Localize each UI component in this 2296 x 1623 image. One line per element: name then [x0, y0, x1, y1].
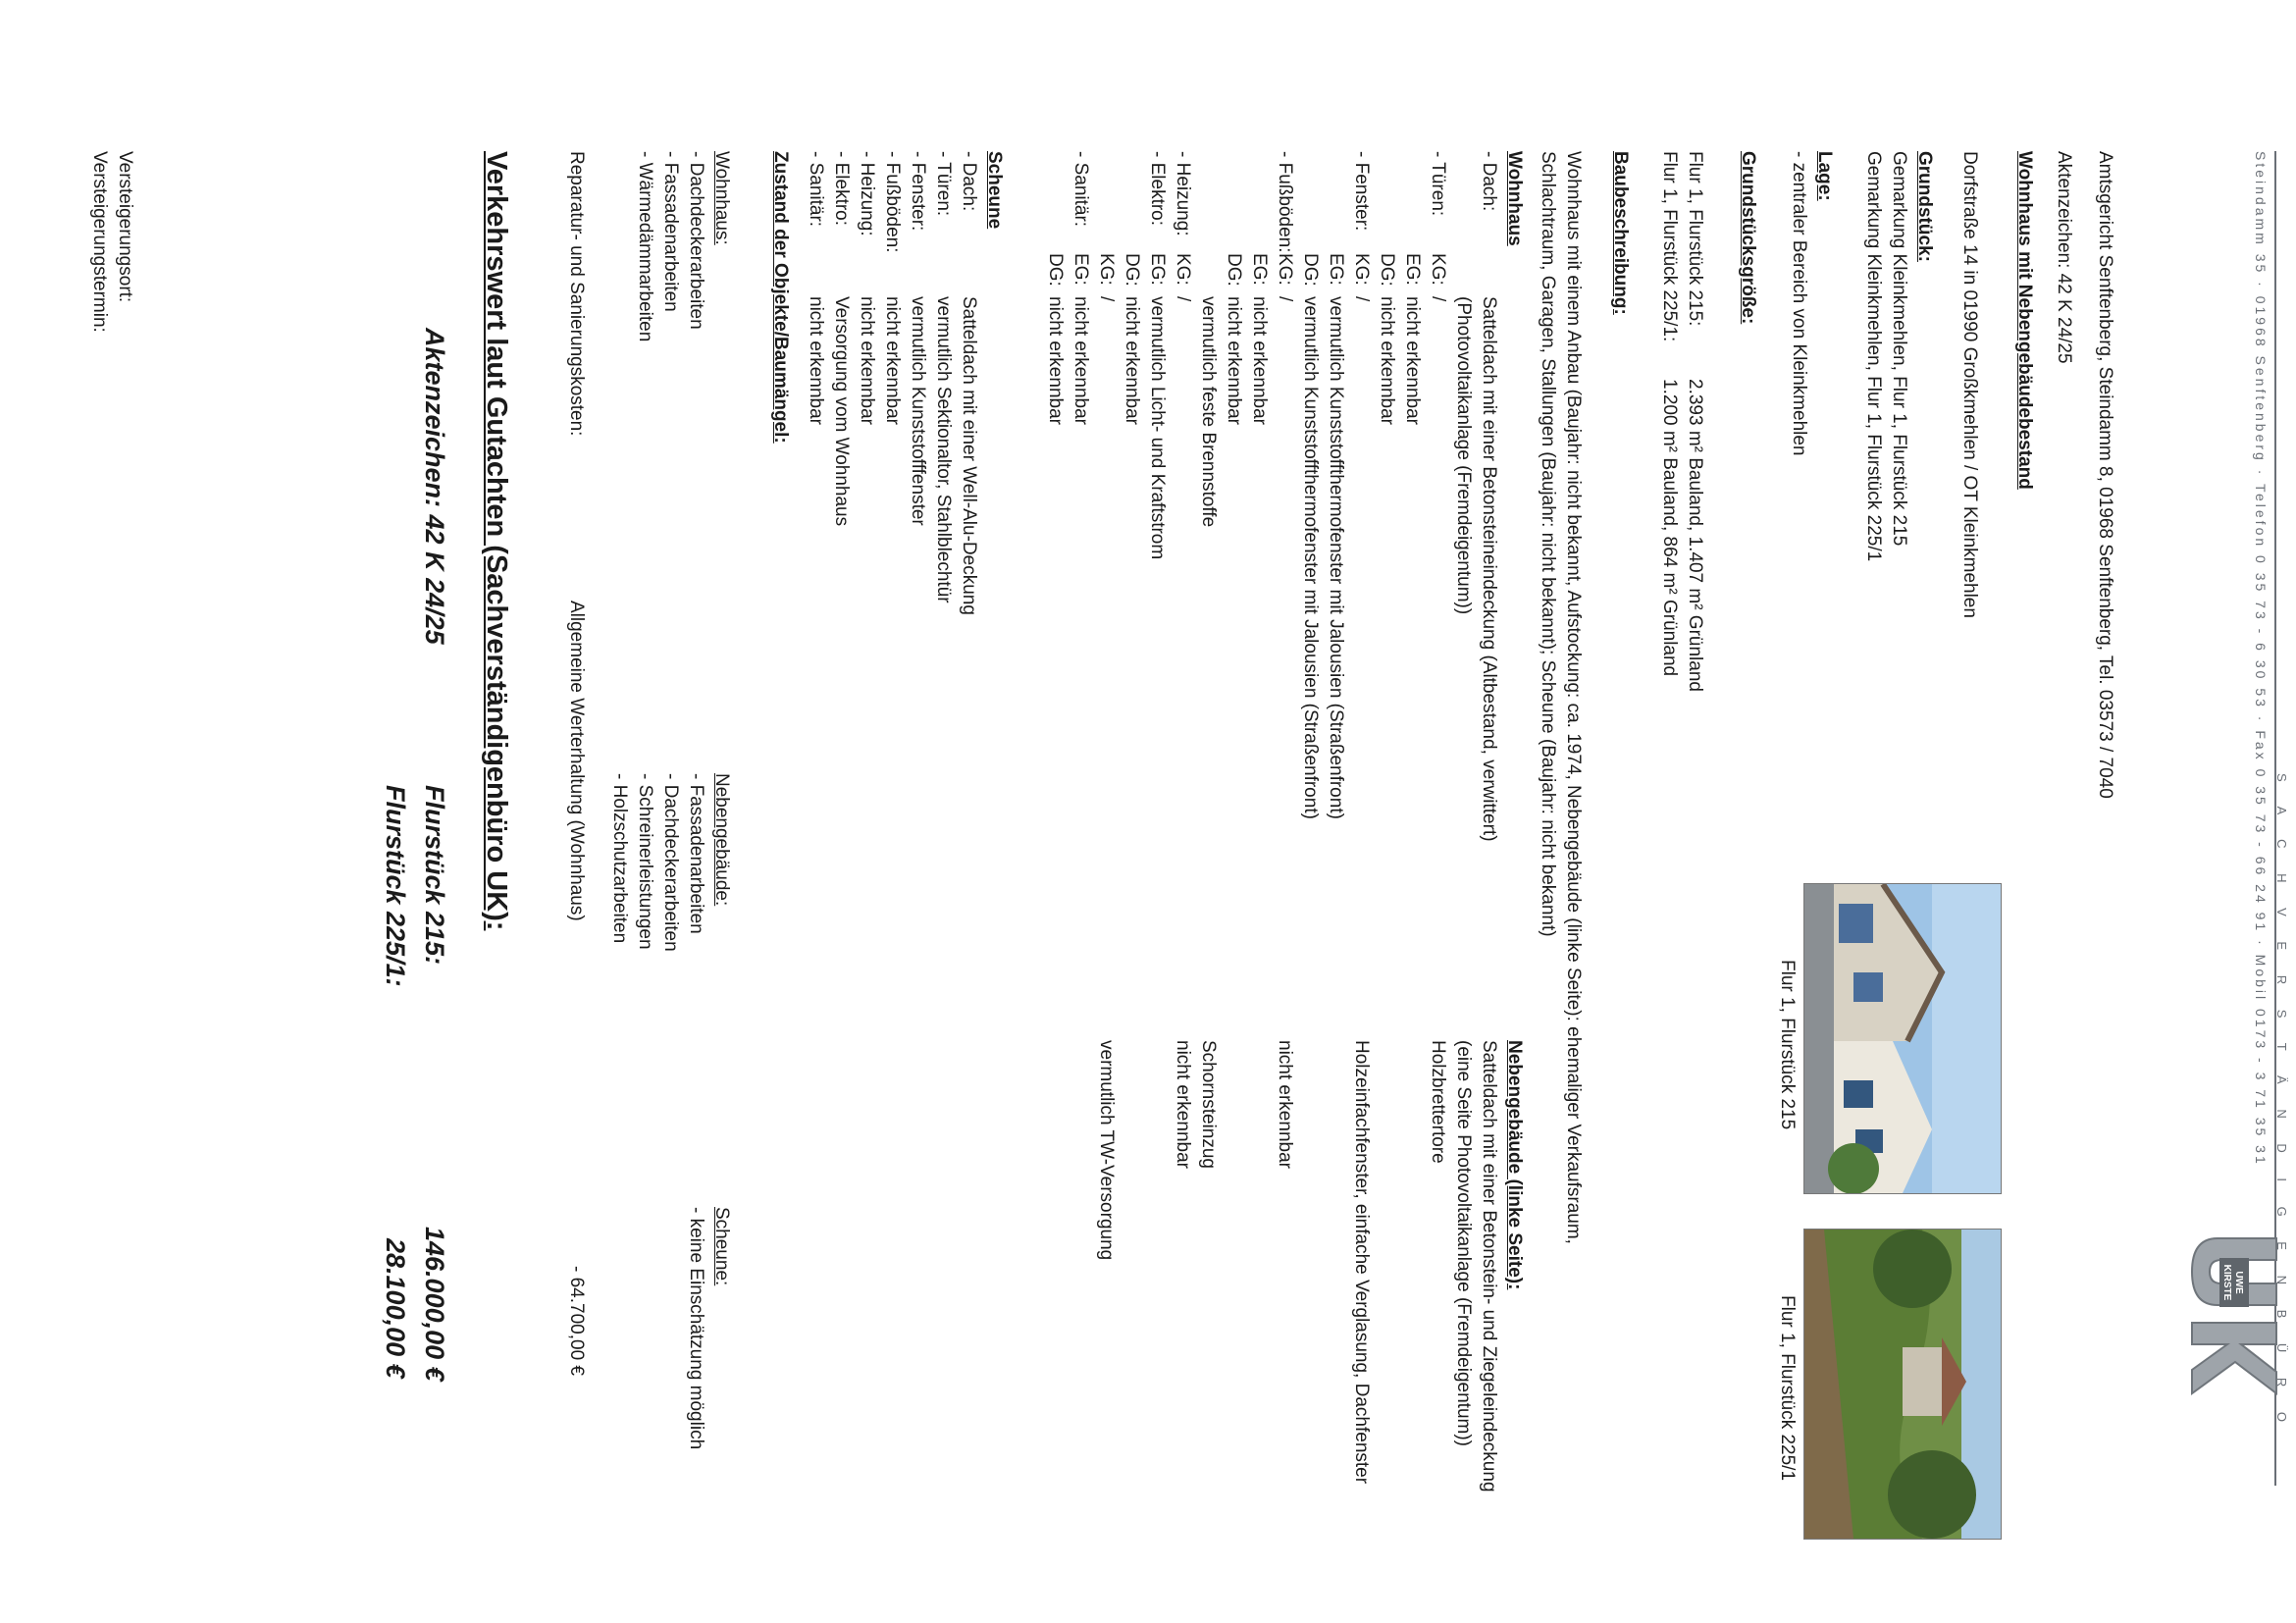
object-address: Dorfstraße 14 in 01990 Großkmehlen / OT Kleinkmehlen	[1959, 151, 1980, 618]
scheune-label: - Fußböden:	[882, 151, 903, 253]
zustand-item: - Fassadenarbeiten	[686, 773, 706, 934]
scheune-label: - Fenster:	[908, 151, 928, 232]
wohnhaus-label	[1042, 151, 1068, 253]
nebengebaeude-value	[1042, 1040, 1068, 1492]
versteigerungsort-label: Versteigerungsort:	[115, 151, 135, 303]
zustand-item: - Fassadenarbeiten	[660, 151, 681, 312]
nebengebaeude-values	[1017, 1040, 1501, 1492]
nebengebaeude-value	[1246, 1040, 1272, 1492]
kosten-value: - 64.700,00 €	[566, 1266, 587, 1376]
photo-flurstueck-225-1	[1803, 1229, 2002, 1540]
scheune-label: - Türen:	[933, 151, 954, 217]
intro-line-2: Schlachtraum, Garagen, Stallungen (Baujahr: nicht bekannt); Scheune (Baujahr: nicht bekannt)	[1538, 151, 1558, 937]
wohnhaus-value: nicht erkennbar	[1377, 296, 1397, 425]
wohnhaus-labels	[1017, 151, 1501, 253]
wohnhaus-label: - Heizung:	[1173, 151, 1193, 236]
wohnhaus-label	[1297, 151, 1323, 253]
letterhead-address: Steindamm 35 · 01968 Senftenberg · Telefon 0 35 73 - 6 30 53 · Fax 0 35 73 - 66 24 91 · Mobil 0173 - 3 71 35 31	[2253, 151, 2269, 1167]
file-number: Aktenzeichen: 42 K 24/25	[2054, 151, 2074, 364]
wohnhaus-level: EG:	[1326, 253, 1346, 286]
groesse-labels	[1656, 151, 1707, 341]
wohnhaus-level: EG:	[1249, 253, 1270, 286]
scheune-labels	[803, 151, 981, 253]
lage-block	[1786, 151, 1837, 456]
logo-name-2: KIRSTE	[2221, 1264, 2232, 1301]
zustand-wohnhaus	[632, 151, 734, 341]
nebengebaeude-value: nicht erkennbar	[1275, 1040, 1295, 1169]
verkehrswert-row2-value: 28.100,00 €	[381, 1238, 410, 1379]
wohnhaus-value: /	[1096, 296, 1117, 302]
wohnhaus-label	[1221, 151, 1246, 253]
wohnhaus-value: Satteldach mit einer Betonsteineindeckung (Altbestand, verwittert)	[1479, 296, 1499, 842]
wohnhaus-value	[1017, 296, 1042, 842]
zustand-item: - Holzschutzarbeiten	[609, 773, 630, 944]
wohnhaus-value: vermutlich Kunststoffthermofenster mit Jalousien (Straßenfront)	[1300, 296, 1321, 819]
nebengebaeude-value: Satteldach mit einer Betonstein- und Ziegeleindeckung	[1479, 1040, 1499, 1492]
scheune-label: - Sanitär:	[806, 151, 826, 228]
wohnhaus-heading: Wohnhaus	[1504, 151, 1525, 246]
nebengebaeude-value: (eine Seite Photovoltaikanlage (Fremdeigentum))	[1453, 1040, 1474, 1446]
wohnhaus-value: /	[1275, 296, 1295, 302]
baubeschreibung-intro	[1535, 151, 1586, 1244]
scheune-value: nicht erkennbar	[806, 296, 826, 425]
logo-name-1: UWE	[2233, 1271, 2244, 1294]
wohnhaus-level: KG:	[1096, 253, 1117, 286]
wohnhaus-value: nicht erkennbar	[1045, 296, 1066, 425]
wohnhaus-level: KG:	[1351, 253, 1372, 286]
grundstueck-line-2: Gemarkung Kleinkmehlen, Flur 1, Flurstück 225/1	[1863, 151, 1884, 562]
baubeschreibung-heading: Baubeschreibung:	[1610, 151, 1631, 315]
nebengebaeude-value	[1297, 1040, 1323, 1492]
versteigerung-block	[86, 151, 137, 333]
wohnhaus-value: nicht erkennbar	[1402, 296, 1423, 425]
scheune-value: Versorgung vom Wohnhaus	[831, 296, 852, 527]
wohnhaus-value: nicht erkennbar	[1070, 296, 1091, 425]
wohnhaus-label	[1323, 151, 1348, 253]
wohnhaus-label: - Türen:	[1428, 151, 1448, 217]
zustand-item: - keine Einschätzung möglich	[686, 1207, 706, 1450]
nebengebaeude-value	[1374, 1040, 1399, 1492]
wohnhaus-levels	[1017, 253, 1501, 287]
verkehrswert-heading: Verkehrswert laut Gutachten (Sachverständigenbüro UK):	[481, 151, 512, 931]
nebengebaeude-value	[1017, 1040, 1042, 1492]
scheune-value: nicht erkennbar	[857, 296, 877, 425]
intro-line-1: Wohnhaus mit einem Anbau (Baujahr: nicht bekannt, Aufstockung: ca. 1974, Nebengebäude (linke Seite): ehemaliger Verkaufsraum,	[1563, 151, 1584, 1244]
wohnhaus-label: - Fenster:	[1351, 151, 1372, 232]
scheune-label: - Heizung:	[857, 151, 877, 236]
object-title: Wohnhaus mit Nebengebäudebestand	[2014, 151, 2035, 490]
wohnhaus-level: DG:	[1045, 253, 1066, 287]
zustand-item: - Schreinerleistungen	[635, 773, 655, 950]
zustand-wohnhaus-heading: Wohnhaus:	[711, 151, 732, 245]
zustand-nebengebaeude	[606, 773, 734, 952]
groesse-label-1: Flur 1, Flurstück 215:	[1685, 151, 1705, 327]
wohnhaus-level: EG:	[1147, 253, 1168, 286]
photo-flurstueck-215	[1803, 883, 2002, 1194]
letterhead-brand: S A C H V E R S T Ä N D I G E N B Ü R O	[2274, 773, 2289, 1433]
wohnhaus-level: EG:	[1070, 253, 1091, 286]
wohnhaus-value: nicht erkennbar	[1224, 296, 1244, 425]
versteigerungstermin-label: Versteigerungstermin:	[89, 151, 110, 333]
court-line: Amtsgericht Senftenberg, Steindamm 8, 01968 Senftenberg, Tel. 03573 / 7040	[2095, 151, 2115, 799]
scheune-heading: Scheune	[984, 151, 1005, 230]
wohnhaus-label: - Dach:	[1479, 151, 1499, 212]
wohnhaus-label	[1450, 151, 1476, 253]
zustand-item: - Dachdeckerarbeiten	[660, 773, 681, 952]
nebengebaeude-heading: Nebengebäude (linke Seite):	[1504, 1040, 1525, 1290]
wohnhaus-level: EG:	[1402, 253, 1423, 286]
zustand-heading: Zustand der Objekte/Baumängel:	[770, 151, 791, 444]
wohnhaus-value: vermutlich Licht- und Kraftstrom	[1147, 296, 1168, 560]
wohnhaus-level: DG:	[1122, 253, 1142, 287]
wohnhaus-values	[1017, 296, 1501, 842]
wohnhaus-value: vermutlich Kunststoffthermofenster mit Jalousien (Straßenfront)	[1326, 296, 1346, 819]
photo-caption-2: Flur 1, Flurstück 225/1	[1777, 1295, 1798, 1482]
nebengebaeude-value	[1221, 1040, 1246, 1492]
groesse-value-2: 1.200 m² Bauland, 864 m² Grünland	[1659, 379, 1680, 677]
nebengebaeude-value	[1323, 1040, 1348, 1492]
nebengebaeude-value: nicht erkennbar	[1173, 1040, 1193, 1169]
zustand-scheune-heading: Scheune:	[711, 1207, 732, 1286]
scheune-label: - Elektro:	[831, 151, 852, 227]
verkehrswert-file: Aktenzeichen: 42 K 24/25	[420, 328, 449, 645]
groesse-block	[1735, 151, 1760, 324]
photo-caption-1: Flur 1, Flurstück 215	[1777, 960, 1798, 1130]
wohnhaus-level: KG:	[1428, 253, 1448, 286]
scheune-value: nicht erkennbar	[882, 296, 903, 425]
nebengebaeude-value: vermutlich TW-Versorgung	[1096, 1040, 1117, 1261]
wohnhaus-label	[1374, 151, 1399, 253]
wohnhaus-label	[1093, 151, 1119, 253]
wohnhaus-value: /	[1351, 296, 1372, 302]
zustand-neben-heading: Nebengebäude:	[711, 773, 732, 907]
wohnhaus-label	[1399, 151, 1425, 253]
wohnhaus-label: - Sanitär:	[1070, 151, 1091, 228]
nebengebaeude-value: Holzeinfachfenster, einfache Verglasung, Dachfenster	[1351, 1040, 1372, 1485]
scheune-value: vermutlich Kunststofffenster	[908, 296, 928, 526]
wohnhaus-label: - Fußböden:	[1275, 151, 1295, 253]
wohnhaus-level: DG:	[1224, 253, 1244, 287]
grundstueck-line-1: Gemarkung Kleinkmehlen, Flur 1, Flurstück 215	[1889, 151, 1909, 547]
kosten-description: Allgemeine Werterhaltung (Wohnhaus)	[566, 601, 587, 921]
wohnhaus-value: vermutlich feste Brennstoffe	[1198, 296, 1219, 528]
nebengebaeude-value: Schornsteinzug	[1198, 1040, 1219, 1169]
uk-logo	[2190, 1229, 2278, 1395]
zustand-item: - Wärmedämmarbeiten	[635, 151, 655, 342]
nebengebaeude-value: Holzbrettertore	[1428, 1040, 1448, 1164]
nebengebaeude-value	[1144, 1040, 1170, 1492]
groesse-value-1: 2.393 m² Bauland, 1.407 m² Grünland	[1685, 379, 1705, 692]
scheune-value: Satteldach mit einer Well-Alu-Deckung	[959, 296, 979, 615]
scheune-label: - Dach:	[959, 151, 979, 212]
verkehrswert-row2-label: Flurstück 225/1:	[381, 785, 410, 987]
wohnhaus-level: DG:	[1377, 253, 1397, 287]
groesse-heading: Grundstücksgröße:	[1738, 151, 1758, 325]
wohnhaus-level	[1195, 253, 1221, 287]
wohnhaus-label	[1246, 151, 1272, 253]
nebengebaeude-value	[1068, 1040, 1093, 1492]
grundstueck-heading: Grundstück:	[1914, 151, 1935, 262]
wohnhaus-label	[1195, 151, 1221, 253]
grundstueck-block	[1860, 151, 1937, 561]
wohnhaus-value: nicht erkennbar	[1122, 296, 1142, 425]
wohnhaus-value: /	[1173, 296, 1193, 302]
groesse-label-2: Flur 1, Flurstück 225/1:	[1659, 151, 1680, 342]
wohnhaus-label: - Elektro:	[1147, 151, 1168, 227]
scheune-value: vermutlich Sektionaltor, Stahlblechtür	[933, 296, 954, 603]
wohnhaus-label	[1119, 151, 1144, 253]
wohnhaus-value: (Photovoltaikanlage (Fremdeigentum))	[1453, 296, 1474, 615]
wohnhaus-level	[1450, 253, 1476, 287]
wohnhaus-value: /	[1428, 296, 1448, 302]
wohnhaus-level	[1017, 253, 1042, 287]
verkehrswert-row1-label: Flurstück 215:	[420, 785, 449, 966]
nebengebaeude-value	[1119, 1040, 1144, 1492]
wohnhaus-value: nicht erkennbar	[1249, 296, 1270, 425]
verkehrswert-row1-value: 146.000,00 €	[420, 1227, 449, 1382]
lage-heading: Lage:	[1814, 151, 1835, 201]
wohnhaus-level	[1476, 253, 1501, 287]
zustand-item: - Dachdeckerarbeiten	[686, 151, 706, 330]
wohnhaus-level: KG:	[1275, 253, 1295, 286]
nebengebaeude-value	[1399, 1040, 1425, 1492]
zustand-scheune	[683, 1207, 734, 1449]
lage-line-1: - zentraler Bereich von Kleinkmehlen	[1789, 151, 1809, 456]
scheune-values	[803, 296, 981, 615]
groesse-values	[1656, 379, 1707, 692]
wohnhaus-level: DG:	[1300, 253, 1321, 287]
wohnhaus-level: KG:	[1173, 253, 1193, 286]
wohnhaus-label	[1017, 151, 1042, 253]
kosten-label: Reparatur- und Sanierungskosten:	[566, 151, 587, 437]
